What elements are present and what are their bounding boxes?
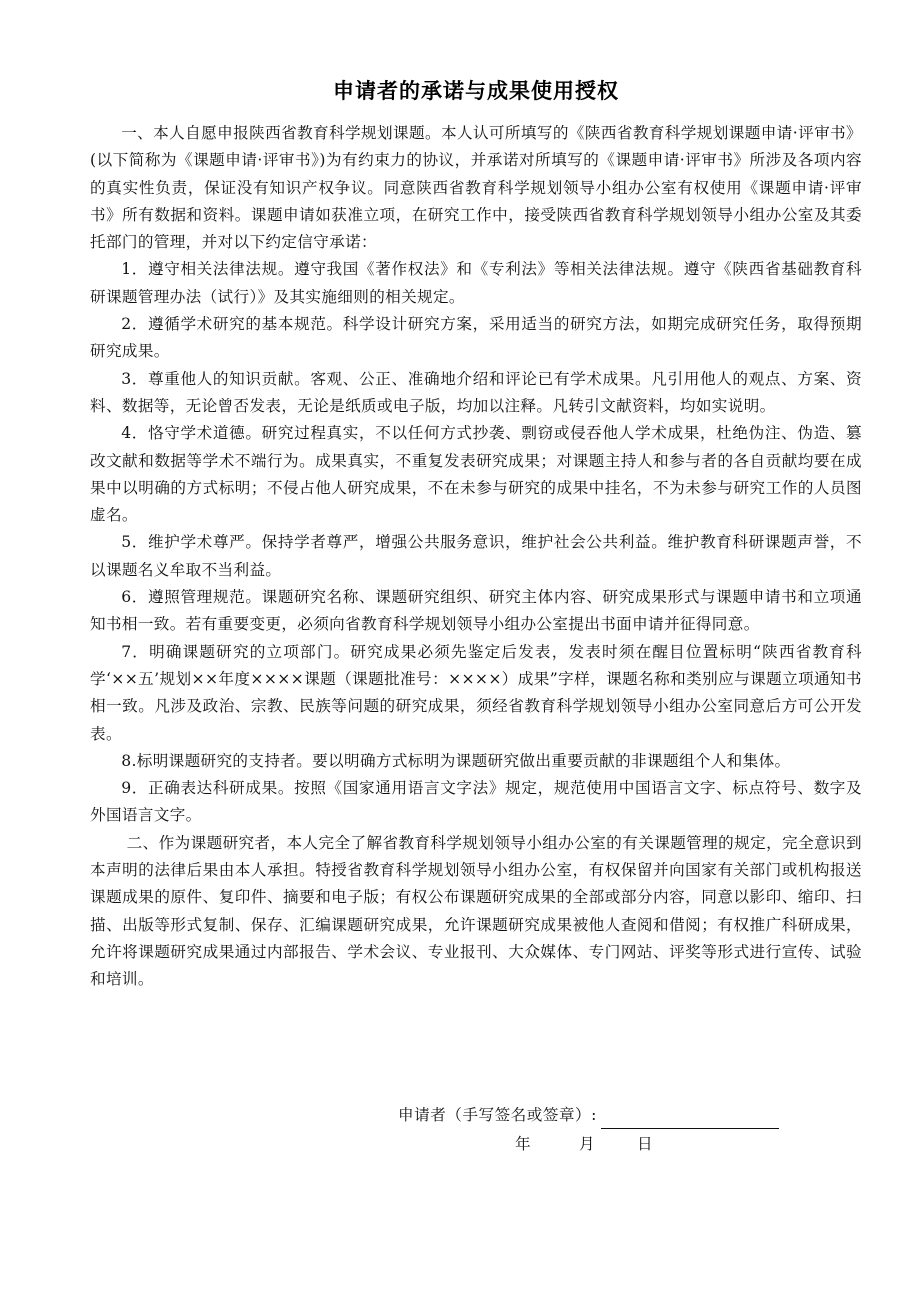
date-month-label: 月 bbox=[579, 1135, 595, 1153]
document-body bbox=[90, 120, 862, 994]
paragraph-authorization: 二、作为课题研究者，本人完全了解省教育科学规划领导小组办公室的有关课题管理的规定，完全意识到本声明的法律后果由本人承担。特授省教育科学规划领导小组办公室，有权保留并向国家有关部门或机构报送课题成果的原件、复印件、摘要和电子版；有权公布课题研究成果的全部或部分内容，同意以影印、缩印、扫描、出版等形式复制、保存、汇编课题研究成果，允许课题研究成果被他人查阅和借阅；有权推广科研成果，允许将课题研究成果通过内部报告、学术会议、专业报刊、大众媒体、专门网站、评奖等形式进行宣传、试验和培训。 bbox=[90, 833, 862, 989]
paragraph-item-7: 7．明确课题研究的立项部门。研究成果必须先鉴定后发表，发表时须在醒目位置标明“陕西省教育科学‘××五’规划××年度××××课题（课题批准号：××××）成果”字样，课题名称和类别应与课题立项通知书相一致。凡涉及政治、宗教、民族等问题的研究成果，须经省教育科学规划领导小组办公室同意后方可公开发表。 bbox=[90, 642, 862, 743]
page-title: 申请者的承诺与成果使用授权 bbox=[333, 79, 619, 103]
paragraph-item-9: 9．正确表达科研成果。按照《国家通用语言文字法》规定，规范使用中国语言文字、标点符号、数字及外国语言文字。 bbox=[90, 779, 862, 825]
paragraph-item-8: 8.标明课题研究的支持者。要以明确方式标明为课题研究做出重要贡献的非课题组个人和集体。 bbox=[121, 751, 791, 770]
paragraph-item-4: 4．恪守学术道德。研究过程真实，不以任何方式抄袭、剽窃或侵吞他人学术成果，杜绝伪注、伪造、篡改文献和数据等学术不端行为。成果真实，不重复发表研究成果；对课题主持人和参与者的各自贡献均要在成果中以明确的方式标明；不侵占他人研究成果，不在未参与研究的成果中挂名，不为未参与研究工作的人员图虚名。 bbox=[90, 424, 862, 525]
signature-line bbox=[601, 1108, 779, 1129]
paragraph-intro: 一、本人自愿申报陕西省教育科学规划课题。本人认可所填写的《陕西省教育科学规划课题申请·评审书》(以下简称为《课题申请·评审书》)为有约束力的协议，并承诺对所填写的《课题申请·评审书》所涉及各项内容的真实性负责，保证没有知识产权争议。同意陕西省教育科学规划领导小组办公室有权使用《课题申请·评审书》所有数据和资料。课题申请如获准立项，在研究工作中，接受陕西省教育科学规划领导小组办公室及其委托部门的管理，并对以下约定信守承诺： bbox=[90, 124, 862, 252]
date-year-label: 年 bbox=[515, 1135, 531, 1153]
paragraph-item-6: 6．遵照管理规范。课题研究名称、课题研究组织、研究主体内容、研究成果形式与课题申请书和立项通知书相一致。若有重要变更，必须向省教育科学规划领导小组办公室提出书面申请并征得同意。 bbox=[90, 588, 862, 634]
date-block bbox=[515, 1131, 653, 1158]
paragraph-item-2: 2．遵循学术研究的基本规范。科学设计研究方案，采用适当的研究方法，如期完成研究任务，取得预期研究成果。 bbox=[90, 315, 862, 361]
signature-label: 申请者（手写签名或签章）: bbox=[398, 1106, 597, 1124]
paragraph-item-5: 5．维护学术尊严。保持学者尊严，增强公共服务意识，维护社会公共利益。维护教育科研课题声誉，不以课题名义牟取不当利益。 bbox=[90, 533, 862, 579]
paragraph-item-1: 1．遵守相关法律法规。遵守我国《著作权法》和《专利法》等相关法律法规。遵守《陕西省基础教育科研课题管理办法（试行）》及其实施细则的相关规定。 bbox=[90, 260, 862, 306]
paragraph-item-3: 3．尊重他人的知识贡献。客观、公正、准确地介绍和评论已有学术成果。凡引用他人的观点、方案、资料、数据等，无论曾否发表，无论是纸质或电子版，均加以注释。凡转引文献资料，均如实说明。 bbox=[90, 369, 862, 415]
date-day-label: 日 bbox=[637, 1135, 653, 1153]
document-page bbox=[90, 0, 862, 994]
signature-block bbox=[398, 1102, 779, 1129]
